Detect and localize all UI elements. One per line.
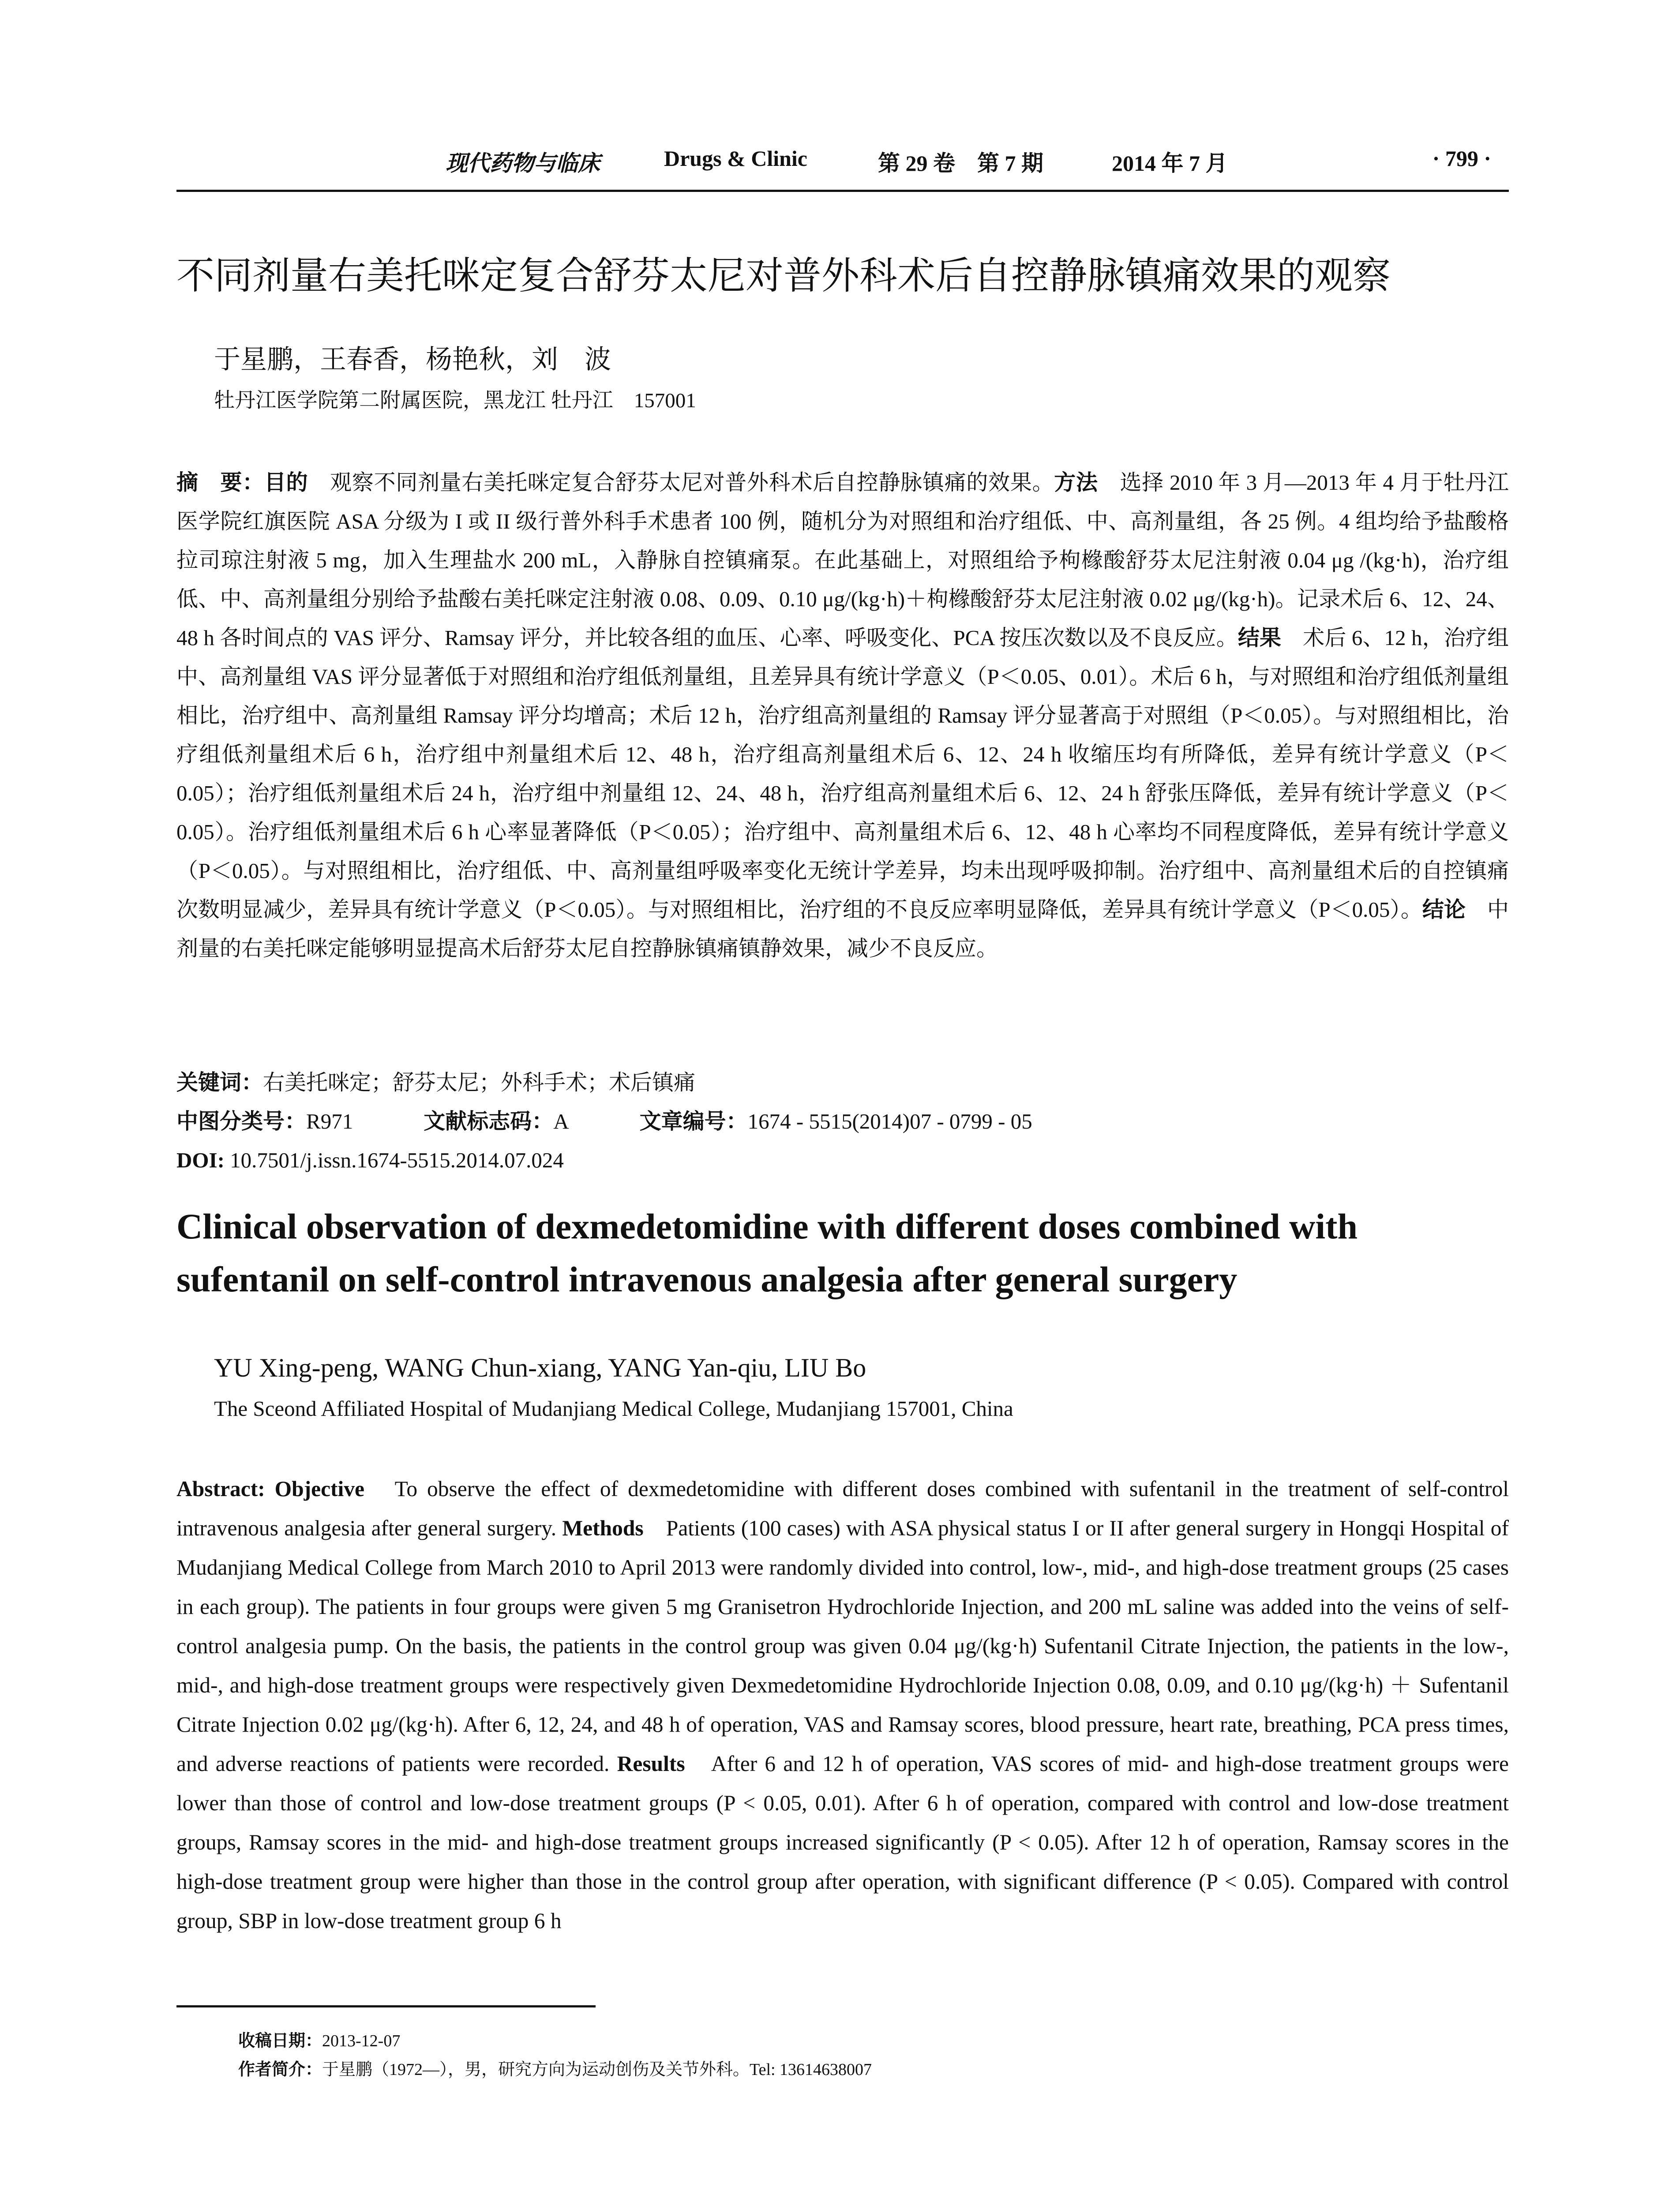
authors-en: YU Xing-peng, WANG Chun-xiang, YANG Yan-qiu, LIU Bo [214, 1353, 866, 1382]
author-bio: 于星鹏（1972—），男，研究方向为运动创伤及关节外科。Tel: 13614638007 [322, 2060, 872, 2079]
doc-code-label: 文献标志码： [424, 1109, 554, 1134]
page-number: · 799 · [1432, 146, 1491, 171]
methods-label-en: Methods [562, 1516, 644, 1540]
journal-running-header [176, 141, 1509, 192]
results-text-cn: 术后 6、12 h，治疗组中、高剂量组 VAS 评分显著低于对照组和治疗组低剂量组，且差异具有统计学意义（P＜0.05、0.01）。术后 6 h，与对照组和治疗组低剂量组相比，治疗组中、高剂量组 Ramsay 评分均增高；术后 12 h，治疗组高剂量组的 Ramsay 评分显著高于对照组（P＜0.05）。与对照组相比，治疗组低剂量组术后 6 h，治疗组中剂量组术后 12、48 h，治疗组高剂量组术后 6、12、24 h 收缩压均有所降低，差异有统计学意义（P＜0.05）；治疗组低剂量组术后 24 h，治疗组中剂量组 12、24、48 h，治疗组高剂量组术后 6、12、24 h 舒张压降低，差异有统计学意义（P＜0.05）。治疗组低剂量组术后 6 h 心率显著降低（P＜0.05）；治疗组中、高剂量组术后 6、12、48 h 心率均不同程度降低，差异有统计学意义（P＜0.05）。与对照组相比，治疗组低、中、高剂量组呼吸率变化无统计学差异，均未出现呼吸抑制。治疗组中、高剂量组术后的自控镇痛次数明显减少，差异具有统计学意义（P＜0.05）。与对照组相比，治疗组的不良反应率明显降低，差异具有统计学意义（P＜0.05）。 [176, 626, 1509, 922]
doi-link[interactable]: 10.7501/j.issn.1674-5515.2014.07.024 [224, 1148, 564, 1172]
authors-cn: 于星鹏，王春香，杨艳秋，刘 波 [214, 345, 611, 374]
keywords-cn: 右美托咪定；舒芬太尼；外科手术；术后镇痛 [263, 1070, 696, 1095]
conclusion-text-cn: 中剂量的右美托咪定能够明显提高术后舒芬太尼自控静脉镇痛镇静效果，减少不良反应。 [176, 897, 1509, 960]
methods-text-en: Patients (100 cases) with ASA physical status I or II after general surgery in Hongqi Hospital of Mudanjiang Medical College from March 2010 to April 2013 were randomly divided into control, low-, mid-, and high-dose treatment groups (25 cases in each group). The patients in four groups were given 5 mg Granisetron Hydrochloride Injection, and 200 mL saline was added into the veins of self-control analgesia pump. On the basis, the patients in the control group was given 0.04 μg/(kg·h) Sufentanil Citrate Injection, the patients in the low-, mid-, and high-dose treatment groups were respectively given Dexmedetomidine Hydrochloride Injection 0.08, 0.09, and 0.10 μg/(kg·h) ＋ Sufentanil Citrate Injection 0.02 μg/(kg·h). After 6, 12, 24, and 48 h of operation, VAS and Ramsay scores, blood pressure, heart rate, breathing, PCA press times, and adverse reactions of patients were recorded. [176, 1516, 1509, 1776]
volume-issue: 第 29 卷 第 7 期 [878, 151, 1043, 176]
results-label-cn: 结果 [1238, 625, 1282, 650]
title-cn: 不同剂量右美托咪定复合舒芬太尼对普外科术后自控静脉镇痛效果的观察 [176, 254, 1391, 298]
methods-label-cn: 方法 [1054, 470, 1098, 495]
author-bio-footnote [238, 2056, 872, 2083]
affiliation-cn: 牡丹江医学院第二附属医院，黑龙江 牡丹江 157001 [214, 389, 696, 412]
doi-label: DOI: [176, 1148, 225, 1172]
abstract-objective-label-en: Abstract: Objective [176, 1477, 365, 1501]
objective-label-cn: 目的 [264, 470, 308, 495]
affiliation-en: The Sceond Affiliated Hospital of Mudanjiang Medical College, Mudanjiang 157001, China [214, 1396, 1013, 1421]
clc-label: 中图分类号： [176, 1109, 307, 1134]
clc-value: R971 [306, 1109, 353, 1133]
objective-text-cn: 观察不同剂量右美托咪定复合舒芬太尼对普外科术后自控静脉镇痛的效果。 [308, 470, 1054, 495]
results-label-en: Results [617, 1752, 685, 1776]
received-date: 2013-12-07 [322, 2032, 401, 2050]
journal-name-en: Drugs & Clinic [664, 146, 807, 171]
objective-text-en: To observe the effect of dexmedetomidine with different doses combined with sufentanil in the treatment of self-control intravenous analgesia after general surgery. [176, 1477, 1509, 1540]
abstract-en [176, 1469, 1509, 1940]
article-no-value: 1674 - 5515(2014)07 - 0799 - 05 [747, 1109, 1032, 1133]
received-date-footnote [238, 2027, 400, 2054]
title-en: Clinical observation of dexmedetomidine with different doses combined with sufentanil on self-control intravenous analgesia after general surgery [176, 1206, 1358, 1299]
abstract-cn [176, 463, 1509, 968]
keywords-label: 关键词： [176, 1070, 263, 1095]
methods-text-cn: 选择 2010 年 3 月—2013 年 4 月于牡丹江医学院红旗医院 ASA 分级为 I 或 II 级行普外科手术患者 100 例，随机分为对照组和治疗组低、中、高剂量组，各 25 例。4 组均给予盐酸格拉司琼注射液 5 mg，加入生理盐水 200 mL，入静脉自控镇痛泵。在此基础上，对照组给予枸橼酸舒芬太尼注射液 0.04 μg /(kg·h)，治疗组低、中、高剂量组分别给予盐酸右美托咪定注射液 0.08、0.09、0.10 μg/(kg·h)＋枸橼酸舒芬太尼注射液 0.02 μg/(kg·h)。记录术后 6、12、24、48 h 各时间点的 VAS 评分、Ramsay 评分，并比较各组的血压、心率、呼吸变化、PCA 按压次数以及不良反应。 [176, 470, 1509, 650]
journal-name-cn: 现代药物与临床 [446, 151, 600, 176]
conclusion-label-cn: 结论 [1422, 897, 1466, 922]
classification-line [176, 1102, 1032, 1141]
doc-code-value: A [553, 1109, 569, 1133]
footnote-divider [176, 2005, 596, 2007]
received-label: 收稿日期： [238, 2031, 322, 2050]
doi-line [176, 1141, 564, 1180]
article-no-label: 文章编号： [639, 1109, 748, 1134]
abstract-label-cn: 摘 要： [176, 470, 264, 495]
author-bio-label: 作者简介： [238, 2060, 322, 2079]
keywords-line [176, 1063, 695, 1102]
results-text-en: After 6 and 12 h of operation, VAS scores of mid- and high-dose treatment groups were lower than those of control and low-dose treatment groups (P < 0.05, 0.01). After 6 h of operation, compared with control and low-dose treatment groups, Ramsay scores in the mid- and high-dose treatment groups increased significantly (P < 0.05). After 12 h of operation, Ramsay scores in the high-dose treatment group were higher than those in the control group after operation, with significant difference (P < 0.05). Compared with control group, SBP in low-dose treatment group 6 h [176, 1752, 1509, 1933]
publication-date: 2014 年 7 月 [1112, 151, 1228, 176]
